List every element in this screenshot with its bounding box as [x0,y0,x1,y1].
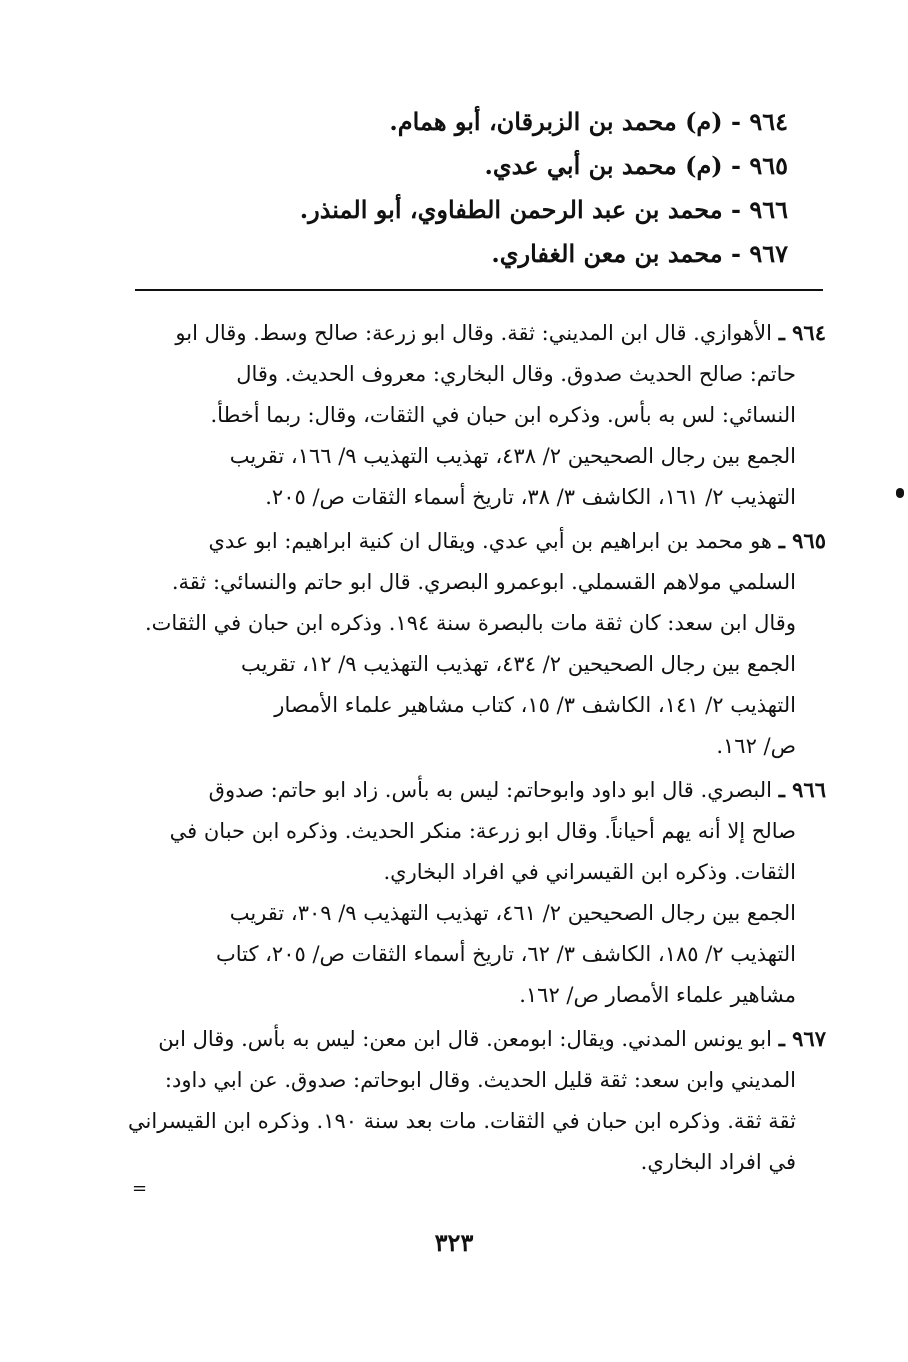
note-line: النسائي: لس به بأس. وذكره ابن حبان في الثقات، وقال: ربما أخطأ. [210,403,796,427]
note-line: وقال ابن سعد: كان ثقة مات بالبصرة سنة ١٩٤. وذكره ابن حبان في الثقات. [144,611,796,635]
heading-967: ٩٦٧ - محمد بن معن الغفاري. [491,239,788,268]
note-line: الجمع بين رجال الصحيحين ٢/ ٤٣٤، تهذيب التهذيب ٩/ ١٢، تقريب [240,652,796,676]
note-number: ٩٦٤ ـ [778,320,826,345]
note-line: مشاهير علماء الأمصار ص/ ١٦٢. [519,983,796,1007]
continuation-mark: = [132,1178,148,1199]
note-line [136,312,826,354]
note-line: حاتم: صالح الحديث صدوق. وقال البخاري: معروف الحديث. وقال [236,362,796,386]
note-line: الجمع بين رجال الصحيحين ٢/ ٤٦١، تهذيب التهذيب ٩/ ٣٠٩، تقريب [229,901,796,925]
note-line: صالح إلا أنه يهم أحياناً. وقال ابو زرعة: منكر الحديث. وذكره ابن حبان في [169,819,796,843]
note-line: الجمع بين رجال الصحيحين ٢/ ٤٣٨، تهذيب التهذيب ٩/ ١٦٦، تقريب [229,444,796,468]
page-number: ٣٢٣ [434,1228,474,1257]
note-text: الأهوازي. قال ابن المديني: ثقة. وقال ابو زرعة: صالح وسط. وقال ابو [175,321,772,345]
heading-966: ٩٦٦ - محمد بن عبد الرحمن الطفاوي، أبو المنذر. [299,195,788,224]
note-line [136,1018,826,1060]
footnote-divider [135,289,823,291]
note-964 [136,312,826,518]
note-line: التهذيب ٢/ ١٨٥، الكاشف ٣/ ٦٢، تاريخ أسماء الثقات ص/ ٢٠٥، كتاب [215,942,796,966]
note-line: التهذيب ٢/ ١٤١، الكاشف ٣/ ١٥، كتاب مشاهير علماء الأمصار [274,693,796,717]
note-965 [136,520,826,767]
note-line: التهذيب ٢/ ١٦١، الكاشف ٣/ ٣٨، تاريخ أسماء الثقات ص/ ٢٠٥. [265,485,796,509]
entry-headings [228,100,788,276]
margin-dot [896,488,904,498]
note-line: السلمي مولاهم القسملي. ابوعمرو البصري. قال ابو حاتم والنسائي: ثقة. [171,570,796,594]
note-line: المديني وابن سعد: ثقة قليل الحديث. وقال ابوحاتم: صدوق. عن ابي داود: [164,1068,796,1092]
heading-964: ٩٦٤ - (م) محمد بن الزبرقان، أبو همام. [389,107,788,136]
note-line: في افراد البخاري. [640,1150,796,1174]
note-text: البصري. قال ابو داود وابوحاتم: ليس به بأس. زاد ابو حاتم: صدوق [208,778,772,802]
footnotes [128,312,826,1185]
note-line [136,769,826,811]
note-text: هو محمد بن ابراهيم بن أبي عدي. ويقال ان كنية ابراهيم: ابو عدي [208,529,772,553]
heading-965: ٩٦٥ - (م) محمد بن أبي عدي. [484,151,788,180]
note-number: ٩٦٥ ـ [778,528,826,553]
note-line: ثقة ثقة. وذكره ابن حبان في الثقات. مات بعد سنة ١٩٠. وذكره ابن القيسراني [128,1109,796,1133]
note-967 [128,1018,826,1183]
note-text: ابو يونس المدني. ويقال: ابومعن. قال ابن معن: ليس به بأس. وقال ابن [158,1027,772,1051]
note-line [136,520,826,562]
note-line: الثقات. وذكره ابن القيسراني في افراد البخاري. [383,860,796,884]
note-966 [136,769,826,1016]
note-number: ٩٦٧ ـ [778,1026,826,1051]
note-line: ص/ ١٦٢. [716,734,796,758]
note-number: ٩٦٦ ـ [778,777,826,802]
